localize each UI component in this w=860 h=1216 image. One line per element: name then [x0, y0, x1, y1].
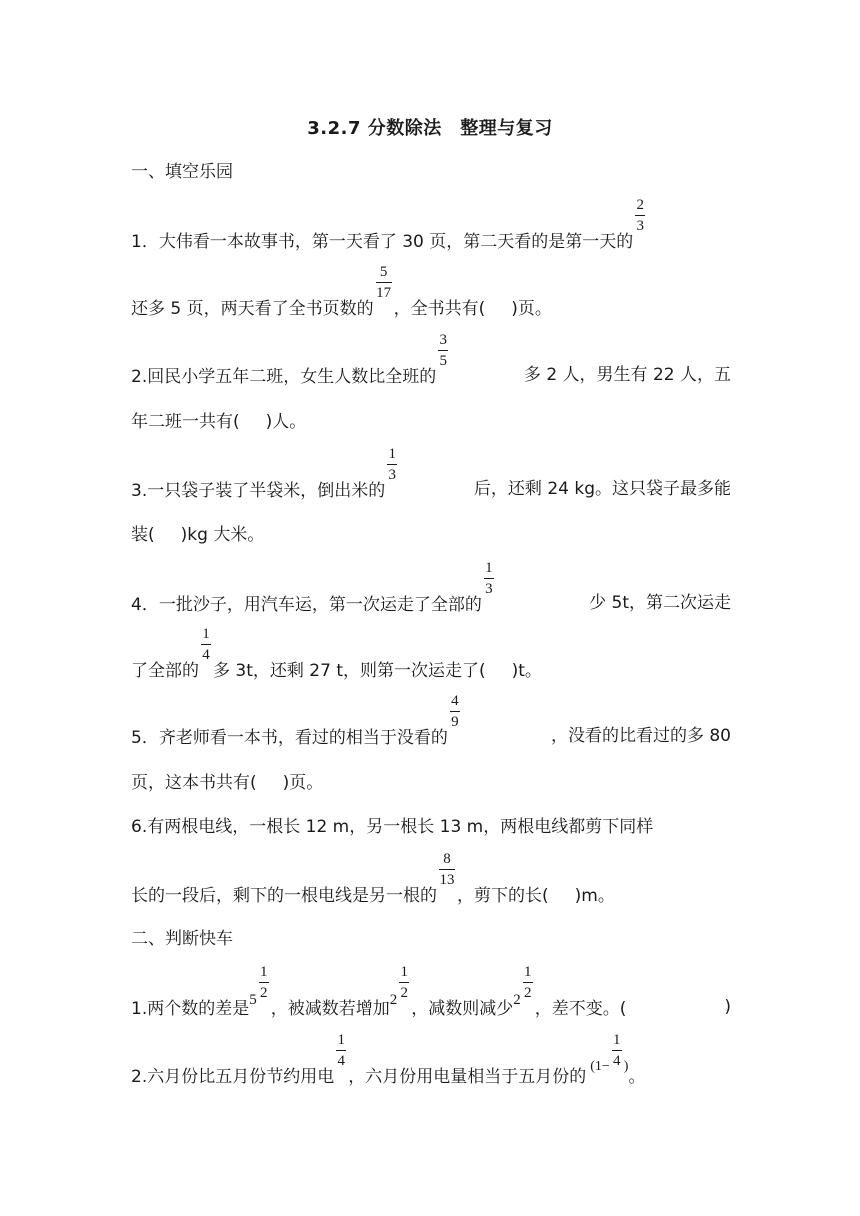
fraction-denominator: 4	[337, 1053, 345, 1069]
fraction-bar	[438, 350, 448, 351]
fraction-denominator: 2	[259, 985, 268, 1001]
j2-text-c: 。	[628, 1067, 646, 1087]
q4-text-2b: 多 3t，还剩 27 t，则第一次运走了(	[213, 661, 486, 681]
q1-text-2c: )页。	[511, 299, 552, 319]
mixed-number-whole: 2	[389, 992, 398, 1008]
judgement-2	[131, 1032, 731, 1092]
q3-text-1b: 后，还剩 24 kg。这只袋子最多能	[473, 479, 731, 499]
q4-text-1a	[131, 560, 496, 618]
q6-text-2b: ，剪下的长(	[457, 886, 549, 906]
judgement-1-close-paren[interactable]	[724, 994, 731, 1023]
q2-text-1a	[131, 332, 450, 390]
q3-text-2b: )kg 大米。	[180, 525, 265, 545]
fraction-bar	[201, 644, 211, 645]
fraction-one-quarter	[335, 1032, 347, 1082]
fraction-bar	[387, 464, 397, 465]
q6-text-2c: )m。	[574, 886, 615, 906]
question-5-line-2	[131, 770, 731, 796]
question-6-line-2	[131, 851, 731, 909]
question-4-line-2	[131, 626, 731, 684]
fraction-one-third	[483, 560, 495, 610]
fraction-denominator: 5	[439, 353, 447, 369]
fraction-four-ninths	[449, 693, 461, 743]
fraction-one-third	[386, 446, 398, 496]
q4-text: 4．一批沙子，用汽车运，第一次运走了全部的	[131, 595, 482, 615]
q2-text-1b: 多 2 人，男生有 22 人，五	[523, 365, 731, 385]
fraction-denominator: 2	[400, 985, 408, 1001]
fraction-numerator: 1	[400, 964, 408, 980]
fraction-bar	[635, 215, 645, 216]
fraction-denominator: 3	[388, 467, 396, 483]
q5-text-1b: ，没看的比看过的多 80	[550, 726, 731, 746]
q6-text-2a: 长的一段后，剩下的一根电线是另一根的	[131, 886, 437, 906]
fraction-denominator: 3	[485, 581, 493, 597]
q2-text-2b: )人。	[265, 412, 307, 432]
fraction-one-half	[398, 964, 410, 1014]
j1-text-d: ，差不变。(	[534, 999, 627, 1019]
j2-text-b: ，六月份用电量相当于五月份的	[348, 1067, 587, 1087]
question-1-line-1	[131, 197, 731, 255]
section-heading-fill-blank: 一、填空乐园	[131, 162, 233, 182]
fraction-one-half	[258, 964, 270, 1014]
j1-text-a: 1.两个数的差是	[131, 999, 250, 1019]
fraction-numerator: 4	[451, 693, 459, 709]
fraction-numerator: 2	[636, 197, 645, 213]
judgement-1	[131, 964, 731, 1023]
fraction-bar	[612, 1050, 622, 1051]
q6-text-1: 6.有两根电线，一根长 12 m，另一根长 13 m，两根电线都剪下同样	[131, 817, 654, 837]
fraction-denominator: 13	[439, 872, 455, 888]
q5-text-1a	[131, 693, 462, 751]
fraction-denominator: 9	[451, 714, 459, 730]
question-3-line-2	[131, 522, 731, 548]
fraction-one-quarter	[200, 626, 212, 676]
page-title: 3.2.7 分数除法 整理与复习	[307, 118, 553, 139]
fraction-denominator: 4	[613, 1053, 621, 1069]
j1-text-e: )	[724, 997, 731, 1017]
q2-text-2a: 年二班一共有(	[131, 412, 240, 432]
expression-close: )	[623, 1059, 629, 1074]
fraction-denominator: 2	[523, 985, 532, 1001]
expression-open: (1−	[590, 1059, 610, 1074]
fraction-numerator: 1	[259, 964, 268, 980]
fraction-bar	[450, 711, 460, 712]
q3-text: 3.一只袋子装了半袋米，倒出米的	[131, 481, 386, 501]
j2-text-a: 2.六月份比五月份节约用电	[131, 1067, 335, 1087]
q1-text-2a: 还多 5 页，两天看了全书页数的	[131, 299, 374, 319]
question-1-line-2	[131, 264, 731, 322]
fraction-bar	[399, 982, 409, 983]
q4-text-1b: 少 5t，第二次运走	[589, 593, 731, 613]
q4-text-2c: )t。	[511, 661, 542, 681]
fraction-numerator: 1	[388, 446, 396, 462]
question-5-line-1	[131, 693, 731, 751]
mixed-number-whole: 2	[513, 992, 521, 1008]
fraction-bar	[484, 578, 494, 579]
fraction-numerator: 8	[443, 851, 451, 867]
q4-text-2a: 了全部的	[131, 661, 199, 681]
q1-text-2b: ，全书共有(	[393, 299, 486, 319]
fraction-numerator: 5	[379, 264, 388, 280]
fraction-denominator: 4	[202, 647, 210, 663]
j1-text-b: ，被减数若增加	[270, 999, 390, 1019]
fraction-numerator: 3	[439, 332, 447, 348]
fraction-denominator: 3	[636, 218, 645, 234]
fraction-bar	[523, 982, 533, 983]
q5-text: 5．齐老师看一本书，看过的相当于没看的	[131, 728, 448, 748]
q2-text: 2.回民小学五年二班，女生人数比全班的	[131, 367, 437, 387]
fraction-numerator: 1	[523, 964, 532, 980]
q3-text-1a	[131, 446, 399, 504]
fraction-denominator: 17	[376, 285, 392, 301]
fraction-numerator: 1	[485, 560, 493, 576]
q5-text-2b: )页。	[282, 773, 324, 793]
fraction-bar	[336, 1050, 346, 1051]
fraction-two-thirds	[634, 197, 646, 247]
fraction-three-fifths	[437, 332, 449, 382]
section-heading-true-false: 二、判断快车	[131, 929, 233, 949]
judgement-1-body	[131, 964, 627, 1023]
question-3-line-1	[131, 446, 731, 504]
fraction-bar	[376, 282, 392, 283]
q5-text-2a: 页，这本书共有(	[131, 773, 257, 793]
j1-text-c: ，减数则减少	[411, 999, 514, 1019]
fraction-one-half	[522, 964, 534, 1014]
fraction-eight-thirteenths	[438, 851, 456, 901]
mixed-number-whole: 5	[249, 992, 257, 1008]
q1-text: 1．大伟看一本故事书，第一天看了 30 页，第二天看的是第一天的	[131, 232, 634, 252]
fraction-bar	[259, 982, 269, 983]
question-4-line-1	[131, 560, 731, 618]
fraction-numerator: 1	[202, 626, 210, 642]
fraction-bar	[439, 869, 455, 870]
fraction-numerator: 1	[337, 1032, 345, 1048]
question-2-line-1	[131, 332, 731, 390]
q3-text-2a: 装(	[131, 525, 155, 545]
fraction-five-seventeenths	[375, 264, 393, 314]
fraction-numerator: 1	[613, 1032, 621, 1048]
question-6-line-1	[131, 814, 731, 840]
fraction-one-quarter	[611, 1032, 623, 1082]
question-2-line-2	[131, 409, 731, 435]
